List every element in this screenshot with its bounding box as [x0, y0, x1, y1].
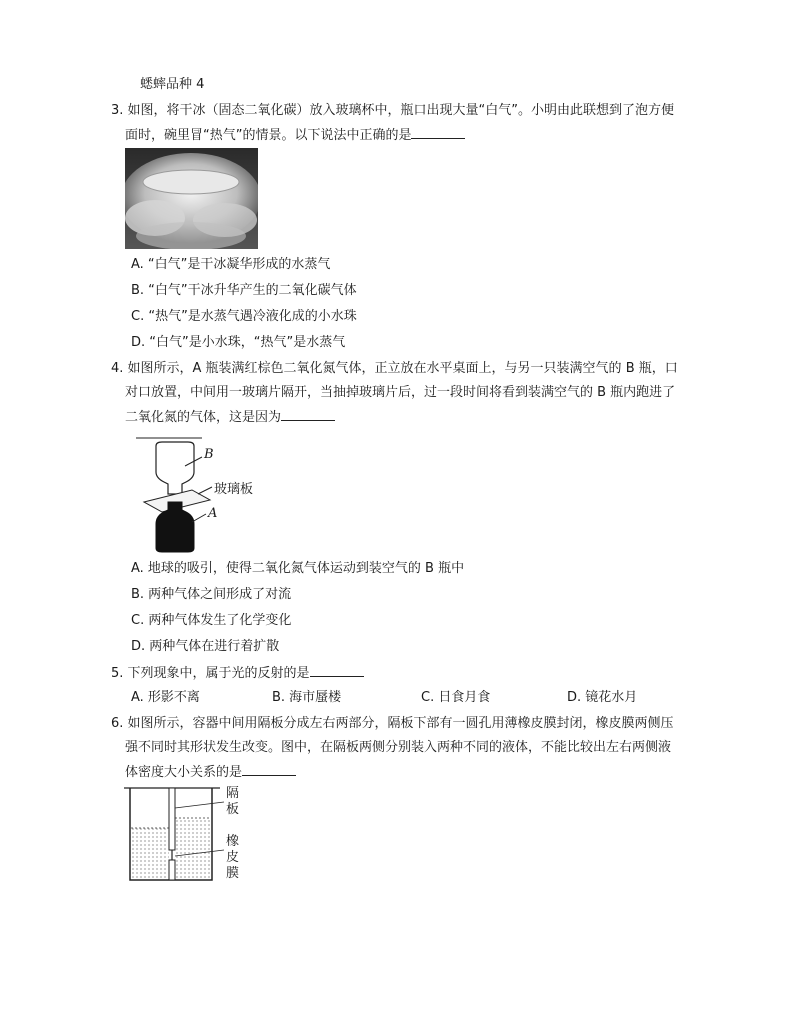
q6-line-3	[125, 763, 296, 782]
q3-line-1: 3. 如图，将干冰（固态二氧化碳）放入玻璃杯中，瓶口出现大量“白气”。小明由此联想到了泡方便	[111, 103, 675, 118]
q5-option-a: A. 形影不离	[131, 690, 200, 705]
q4-line-2: 对口放置，中间用一玻璃片隔开，当抽掉玻璃片后，过一段时间将看到装满空气的 B 瓶内跑进了	[125, 385, 676, 400]
q5-line-1	[111, 664, 364, 683]
q4-option-a: A. 地球的吸引，使得二氧化氮气体运动到装空气的 B 瓶中	[131, 561, 465, 576]
q5-line-1-text: 5. 下列现象中，属于光的反射的是	[111, 666, 310, 681]
label-partition: 隔板	[226, 786, 240, 817]
q6-figure-container	[124, 784, 254, 888]
q3-line-2-text: 面时，碗里冒“热气”的情景。以下说法中正确的是	[125, 128, 412, 143]
label-rubber-membrane: 橡皮膜	[226, 834, 240, 881]
q3-line-2	[125, 126, 465, 145]
q5-option-c: C. 日食月食	[421, 690, 491, 705]
q4-line-3	[125, 408, 335, 427]
dry-ice-photo	[125, 148, 258, 249]
q4-option-d: D. 两种气体在进行着扩散	[131, 639, 280, 654]
header-line: 蟋蟀品种 4	[140, 77, 205, 92]
q5-option-b: B. 海市蜃楼	[272, 690, 342, 705]
q3-option-c: C. “热气”是水蒸气遇冷液化成的小水珠	[131, 309, 357, 324]
q3-option-a: A. “白气”是干冰凝华形成的水蒸气	[131, 257, 331, 272]
q3-answer-blank	[411, 126, 465, 139]
q5-option-d: D. 镜花水月	[567, 690, 638, 705]
label-bottle-b: B	[204, 447, 214, 462]
q4-option-c: C. 两种气体发生了化学变化	[131, 613, 292, 628]
q6-answer-blank	[242, 763, 296, 776]
q4-answer-blank	[281, 408, 335, 421]
q3-option-d: D. “白气”是小水珠，“热气”是水蒸气	[131, 335, 346, 350]
q4-line-1: 4. 如图所示，A 瓶装满红棕色二氧化氮气体，正立放在水平桌面上，与另一只装满空气的 B 瓶，口	[111, 361, 678, 376]
q6-line-3-text: 体密度大小关系的是	[125, 765, 243, 780]
q4-option-b: B. 两种气体之间形成了对流	[131, 587, 292, 602]
q6-line-1: 6. 如图所示，容器中间用隔板分成左右两部分，隔板下部有一圆孔用薄橡皮膜封闭，橡皮膜两侧压	[111, 716, 674, 731]
q4-line-3-text: 二氧化氮的气体，这是因为	[125, 410, 282, 425]
q3-option-b: B. “白气”干冰升华产生的二氧化碳气体	[131, 283, 357, 298]
q5-answer-blank	[310, 664, 364, 677]
q4-figure-bottles	[130, 432, 270, 554]
label-bottle-a: A	[208, 506, 218, 521]
label-glass-plate: 玻璃板	[214, 482, 254, 497]
q6-line-2: 强不同时其形状发生改变。图中，在隔板两侧分别装入两种不同的液体，不能比较出左右两侧液	[125, 740, 672, 755]
